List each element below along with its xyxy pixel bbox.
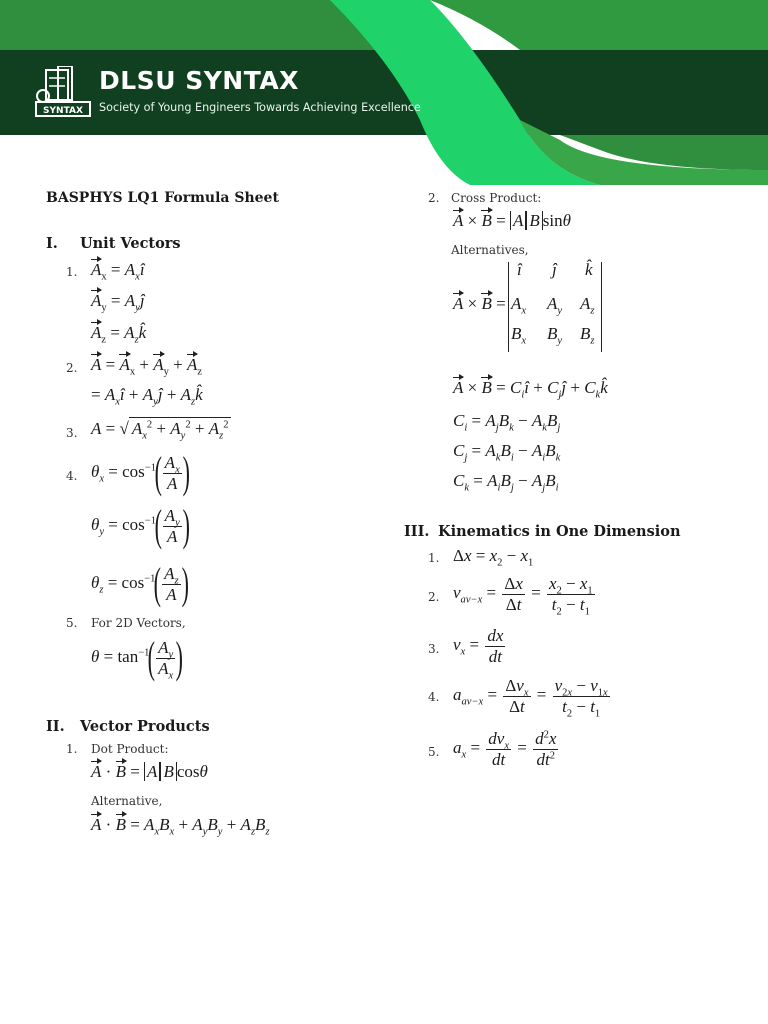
- list-number: 2.: [428, 191, 440, 205]
- svg-text:SYNTAX: SYNTAX: [43, 106, 83, 116]
- list-number: 3.: [66, 426, 78, 440]
- formula-az: $A_z$ = $A_zk̂$: [91, 323, 147, 346]
- formula-theta-2d: $\theta = \tan^{-1}$( $\frac{A_y}{A_x}$ ): [91, 633, 184, 682]
- section-heading: III. Kinematics in One Dimension: [404, 523, 681, 540]
- determinant-matrix: î ĵ k̂ $A_x$ $A_y$ $A_z$ $B_x$ $B_y$ $B_z$: [508, 262, 602, 352]
- list-number: 1.: [66, 265, 78, 279]
- list-number: 2.: [428, 590, 440, 604]
- label-dot-product: Dot Product:: [91, 742, 169, 756]
- label-alternatives: Alternatives,: [451, 243, 529, 257]
- formula-dot-alt: $A \cdot B = A_xB_x + A_yB_y + A_zB_z$: [91, 815, 270, 838]
- list-number: 1.: [66, 742, 78, 756]
- syntax-logo: [34, 66, 92, 124]
- label-alternative: Alternative,: [91, 794, 163, 808]
- label-2d-vectors: For 2D Vectors,: [91, 616, 186, 630]
- formula-cross-product: A × B = A B sinθ: [453, 211, 571, 230]
- list-number: 5.: [66, 616, 78, 630]
- section-heading: II. Vector Products: [46, 718, 210, 735]
- list-number: 1.: [428, 551, 440, 565]
- list-number: 2.: [66, 361, 78, 375]
- formula-avg-acceleration: $a_{av-x}$ = $\frac{\Delta v_x}{\Delta t}$ = $\frac{v_{2x} - v_{1x}}{t_2 - t_1}$: [453, 676, 608, 719]
- formula-cross-det-lhs: A × B =: [453, 294, 506, 313]
- formula-ck: $C_k = A_iB_j - A_jB_i$: [453, 471, 559, 494]
- list-number: 4.: [428, 690, 440, 704]
- brand-subtitle: Society of Young Engineers Towards Achieving Excellence: [99, 101, 421, 114]
- formula-cj: $C_j = A_kB_i - A_iB_k$: [453, 441, 561, 464]
- formula-cross-components: $A \times B = C_iî$ + $C_jĵ$ + $C_kk̂$: [453, 378, 608, 401]
- list-number: 3.: [428, 642, 440, 656]
- formula-vector-components: = $A_xî$ + $A_yĵ$ + $A_zk̂$: [91, 385, 203, 408]
- formula-ax: $A_x$ = $A_xî$: [91, 260, 145, 283]
- list-number: 4.: [66, 469, 78, 483]
- formula-theta-x: $\theta_x = \cos^{-1}$( $\frac{A_x}{A}$ ): [91, 448, 190, 497]
- section-heading: I. Unit Vectors: [46, 235, 181, 252]
- formula-inst-velocity: $v_x$ = $\frac{dx}{dt}$: [453, 626, 504, 666]
- formula-dot-product: A · B = A B cosθ: [91, 762, 208, 781]
- list-number: 5.: [428, 745, 440, 759]
- formula-theta-y: $\theta_y = \cos^{-1}$( $\frac{A_y}{A}$ ): [91, 501, 190, 550]
- formula-vector-sum: $A = A_x + A_y + A_z$: [91, 355, 203, 378]
- formula-avg-velocity: $v_{av-x}$ = $\frac{\Delta x}{\Delta t}$ = $\frac{x_2 - x_1}{t_2 - t_1}$: [453, 574, 593, 617]
- document-title: BASPHYS LQ1 Formula Sheet: [46, 190, 279, 206]
- formula-ay: $A_y$ = $A_yĵ$: [91, 291, 145, 314]
- label-cross-product: Cross Product:: [451, 191, 542, 205]
- formula-ci: $C_i = A_jB_k - A_kB_j$: [453, 411, 561, 434]
- header-banner: [0, 0, 768, 190]
- formula-theta-z: $\theta_z = \cos^{-1}$( $\frac{A_z}{A}$ ): [91, 559, 189, 608]
- formula-inst-acceleration: $a_x$ = $\frac{dv_x}{dt}$ = $\frac{d^2x}{dt^2}$: [453, 729, 557, 769]
- formula-magnitude: A = √ $A_x^2 + A_y^2 + A_z^2$: [91, 417, 231, 439]
- formula-displacement: $\Delta x = x_2 - x_1$: [453, 546, 534, 569]
- brand-title: DLSU SYNTAX: [99, 66, 299, 95]
